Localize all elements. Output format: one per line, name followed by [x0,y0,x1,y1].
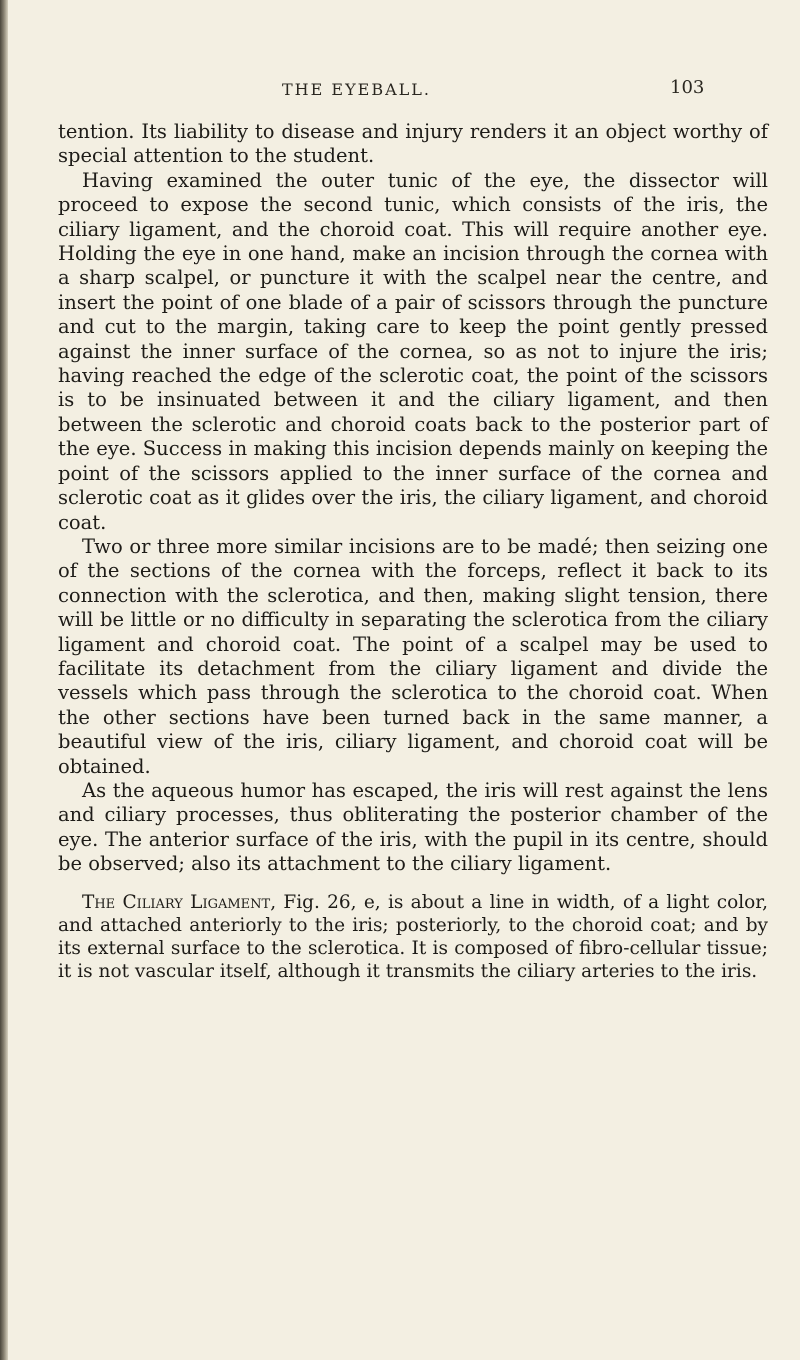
section-ciliary-ligament [58,891,768,983]
paragraph-dissection-instructions: Having examined the outer tunic of the eye, the dissector will proceed to expose the second tunic, which consists of the iris, the ciliary ligament, and the choroid coat. This will require another eye. Holding the eye in one hand, make an incision through the cornea with a sharp scalpel, or puncture it with the scalpel near the centre, and insert the point of one blade of a pair of scissors through the puncture and cut to the margin, taking care to keep the point gently pressed against the inner surface of the cornea, so as not to injure the iris; having reached the edge of the sclerotic coat, the point of the scissors is to be insinuated between it and the ciliary ligament, and then between the sclerotic and choroid coats back to the posterior part of the eye. Success in making this incision depends mainly on keeping the point of the scissors applied to the inner surface of the cornea and sclerotic coat as it glides over the iris, the ciliary ligament, and choroid coat. [58,168,768,534]
page-number: 103 [670,77,705,98]
section-heading: The Ciliary Ligament [82,891,271,913]
section-text: , Fig. 26, e, is about a line in width, of a light color, and attached anteriorly to the iris; posteriorly, to the choroid coat; and by its external surface to the sclerotica. It is composed of fibro-cellular tissue; it is not vascular itself, although it transmits the ciliary arteries to the iris. [58,891,768,982]
paragraph-further-incisions: Two or three more similar incisions are to be madé; then seizing one of the sections of the cornea with the forceps, reflect it back to its connection with the sclerotica, and then, making slight tension, there will be little or no difficulty in separating the sclerotica from the ciliary ligament and choroid coat. The point of a scalpel may be used to facilitate its detachment from the ciliary ligament and divide the vessels which pass through the sclerotica to the choroid coat. When the other sections have been turned back in the same manner, a beautiful view of the iris, ciliary ligament, and choroid coat will be obtained. [58,534,768,778]
page-header [0,77,800,110]
body-text [58,120,768,983]
running-head: THE EYEBALL. [282,80,431,99]
paragraph-aqueous-humor: As the aqueous humor has escaped, the iris will rest against the lens and ciliary processes, thus obliterating the posterior chamber of the eye. The anterior surface of the iris, with the pupil in its centre, should be observed; also its attachment to the ciliary ligament. [58,778,768,876]
page-binding-edge [0,0,8,1360]
paragraph-continuation: tention. Its liability to disease and injury renders it an object worthy of special attention to the student. [58,120,768,168]
